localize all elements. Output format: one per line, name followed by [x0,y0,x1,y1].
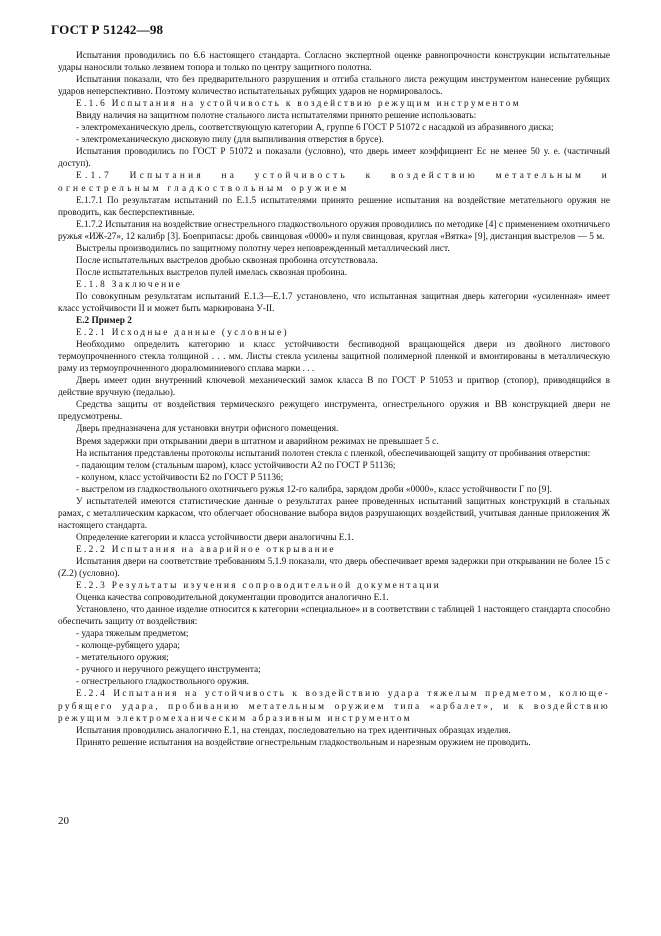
list-item: - падающим телом (стальным шаром), класс устойчивости А2 по ГОСТ Р 51136; [76,460,396,471]
section-heading: Е.1.6 Испытания на устойчивость к воздействию режущим инструментом [76,99,521,110]
paragraph: Испытания проводились по 6.6 настоящего стандарта. Согласно экспертной оценке равнопрочности конструкции испытательные удары наносили только лезвием топора и только по центру защитного полотна. [58,51,610,74]
section-heading: Е.2.4 Испытания на устойчивость к воздействию удара тяжелым предметом, колюще-рубящего удара, пробиванию метательным оружием типа «арбалет», и к воздействию режущим электромеханическим абразивным инструментом [58,689,610,724]
paragraph: Е.1.7.1 По результатам испытаний по Е.1.5 испытателями принято решение испытания на воздействие метательного оружия не проводить, как бесперспективные. [58,195,610,218]
list-item: - удара тяжелым предметом; [76,629,189,640]
list-item: - колюще-рубящего удара; [76,641,180,652]
paragraph: После испытательных выстрелов пулей имелась сквозная пробоина. [76,267,347,278]
paragraph: Установлено, что данное изделие относится к категории «специальное» и в соответствии с таблицей 1 настоящего стандарта способно обеспечить защиту от воздействия: [58,605,610,628]
document-body [58,50,610,749]
paragraph: Е.1.7.2 Испытания на воздействие огнестрельного гладкоствольного оружия проводились по методике [4] с применением охотничьего ружья «ИЖ-27», 12 калибр [3]. Боеприпасы: дробь свинцовая «0000» и пуля свинцовая, круглая «Вятка» [9], дистанция выстрелов — 5 м. [58,219,610,242]
paragraph: После испытательных выстрелов дробью сквозная пробоина отсутствовала. [76,255,378,266]
paragraph: Средства защиты от воздействия термического режущего инструмента, огнестрельного оружия и ВВ конструкцией двери не предусмотрены. [58,400,610,423]
section-heading: Е.2.2 Испытания на аварийное открывание [76,544,336,555]
paragraph: На испытания представлены протоколы испытаний полотен стекла с пленкой, обеспечивающей защиту от пробивания отверстия: [76,448,591,459]
list-item: - огнестрельного гладкоствольного оружия. [76,677,249,688]
list-item: - выстрелом из гладкоствольного охотничьего ружья 12-го калибра, зарядом дроби «0000», класс устойчивости Г по [9]. [76,484,552,495]
paragraph: Испытания проводились аналогично Е.1, на стендах, последовательно на трех идентичных образцах изделия. [76,725,511,736]
paragraph: Оценка качества сопроводительной документации проводится аналогично Е.1. [76,593,389,604]
section-heading: Е.2.3 Результаты изучения сопроводительной документации [76,581,442,592]
paragraph: Испытания двери на соответствие требованиям 5.1.9 показали, что дверь обеспечивает время задержки при открывании не более 15 с (Z.2) (условно). [58,556,610,580]
list-item: - колуном, класс устойчивости Б2 по ГОСТ Р 51136; [76,472,284,483]
paragraph: Принято решение испытания на воздействие огнестрельным гладкоствольным и нарезным оружием не проводить. [76,737,531,748]
paragraph: Выстрелы производились по защитному полотну через неповрежденный металлический лист. [76,243,450,254]
paragraph: У испытателей имеются статистические данные о результатах ранее проведенных испытаний защитных конструкций в стальных рамах, с металлическим каркасом, что облегчает обоснование выбора видов разрушающих воздействий, учитывая данные приложения Ж настоящего стандарта. [58,496,610,531]
section-heading: Е.1.7 Испытания на устойчивость к воздействию метательным и огнестрельным гладкоствольным оружием [58,171,610,194]
paragraph: По совокупным результатам испытаний Е.1.3—Е.1.7 установлено, что испытанная защитная дверь категории «усиленная» имеет класс устойчивости II и может быть маркирована У-II. [58,291,610,314]
list-item: - электромеханическую дисковую пилу (для выпиливания отверстия в брусе). [76,135,384,146]
paragraph: Ввиду наличия на защитном полотне стального листа испытателями принято решение использовать: [76,111,477,122]
section-heading: Е.1.8 Заключение [76,279,183,290]
paragraph: Дверь предназначена для установки внутри офисного помещения. [76,424,339,435]
paragraph: Необходимо определить категорию и класс устойчивости беспиводной вращающейся двери из двойного листового термоупрочненного стекла толщиной . . . мм. Листы стекла усилены защитной полимерной пленкой и вмонтированы в металлическую раму из термоупрочненного дюралюминиевого сплава марки . . . [58,340,610,375]
paragraph: Определение категории и класса устойчивости двери аналогичны Е.1. [76,532,354,543]
paragraph: Испытания показали, что без предварительного разрушения и отгиба стального листа режущим инструментом нанесение рубящих ударов неперспективно. Поэтому количество испытательных рубящих ударов не нормировалось. [58,75,610,98]
example-heading: Е.2 Пример 2 [76,316,132,327]
paragraph: Время задержки при открывании двери в штатном и аварийном режимах не превышает 5 с. [76,436,439,447]
page-header-title: ГОСТ Р 51242—98 [51,22,164,37]
list-item: - метательного оружия; [76,653,169,664]
paragraph: Дверь имеет один внутренний ключевой механический замок класса В по ГОСТ Р 51053 и притвор (стопор), приводящийся в действие вручную (педалью). [58,376,610,399]
list-item: - электромеханическую дрель, соответствующую категории А, группе 6 ГОСТ Р 51072 с насадкой из абразивного диска; [76,123,554,134]
list-item: - ручного и неручного режущего инструмента; [76,665,261,676]
section-heading: Е.2.1 Исходные данные (условные) [76,328,289,339]
paragraph: Испытания проводились по ГОСТ Р 51072 и показали (условно), что дверь имеет коэффициент Ес не менее 50 у. е. (частичный доступ). [58,147,610,170]
section-heading [58,315,610,327]
page-number: 20 [58,815,69,827]
